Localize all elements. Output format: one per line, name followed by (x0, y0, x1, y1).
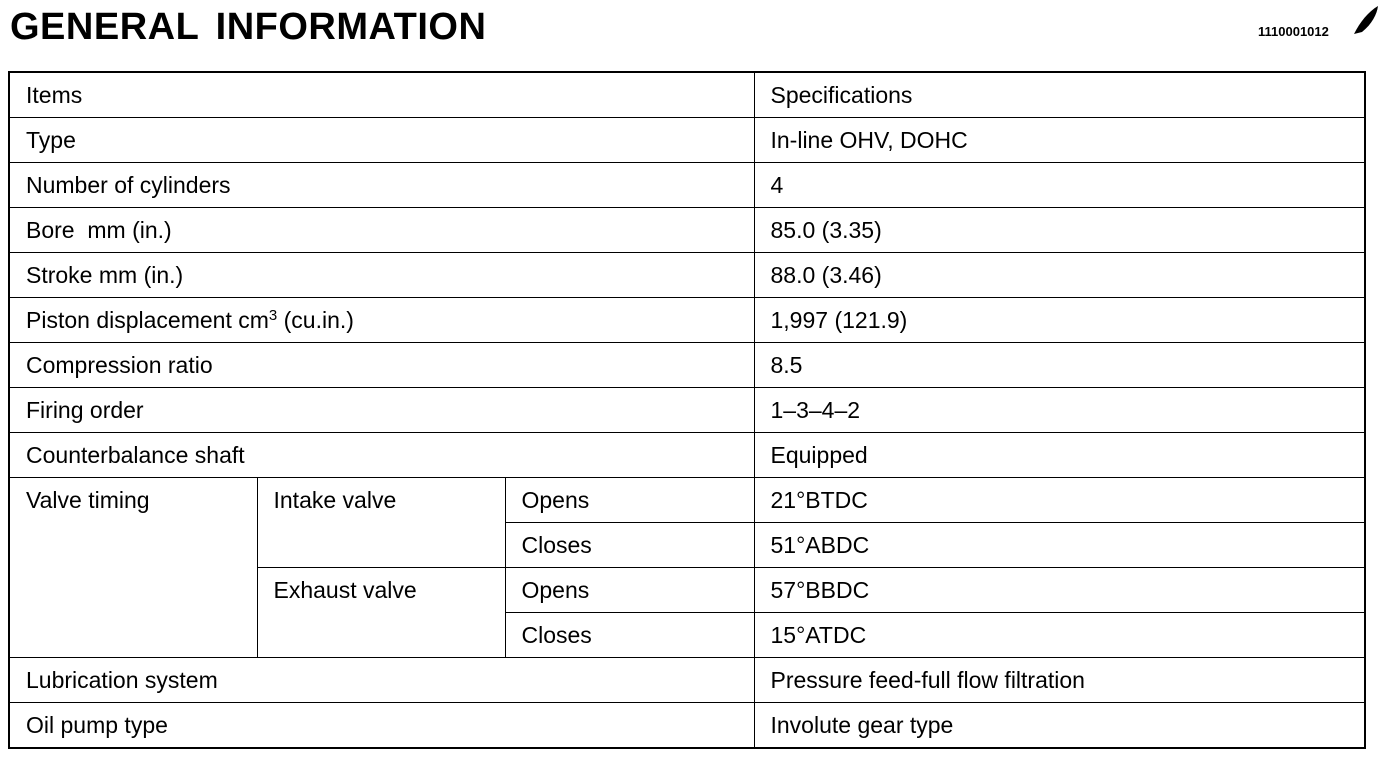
table-row (9, 253, 1365, 298)
general-information-table (8, 71, 1366, 749)
table-row (9, 703, 1365, 749)
table-row (9, 208, 1365, 253)
item-cell: Bore mm (in.) (9, 208, 754, 253)
table-row (9, 118, 1365, 163)
item-text: (cu.in.) (277, 307, 354, 333)
exhaust-closes-value: 15°ATDC (754, 613, 1365, 658)
document-number: 1110001012 (1258, 24, 1329, 39)
column-header-items: Items (9, 72, 754, 118)
table-row (9, 163, 1365, 208)
spec-cell: Pressure feed-full flow filtration (754, 658, 1365, 703)
spec-cell: Involute gear type (754, 703, 1365, 749)
page-corner-mark-icon (1350, 4, 1380, 38)
column-header-specifications: Specifications (754, 72, 1365, 118)
spec-cell: 85.0 (3.35) (754, 208, 1365, 253)
intake-closes-value: 51°ABDC (754, 523, 1365, 568)
exhaust-opens-value: 57°BBDC (754, 568, 1365, 613)
table-row (9, 478, 1365, 523)
table-row (9, 388, 1365, 433)
intake-opens-value: 21°BTDC (754, 478, 1365, 523)
item-cell: Compression ratio (9, 343, 754, 388)
valve-timing-label: Valve timing (9, 478, 257, 658)
spec-cell: Equipped (754, 433, 1365, 478)
spec-cell: 4 (754, 163, 1365, 208)
intake-valve-label: Intake valve (257, 478, 505, 568)
spec-cell: In-line OHV, DOHC (754, 118, 1365, 163)
spec-cell: 8.5 (754, 343, 1365, 388)
spec-cell: 1–3–4–2 (754, 388, 1365, 433)
item-cell: Oil pump type (9, 703, 754, 749)
spec-cell: 1,997 (121.9) (754, 298, 1365, 343)
table-row (9, 343, 1365, 388)
item-cell (9, 298, 754, 343)
spec-cell: 88.0 (3.46) (754, 253, 1365, 298)
intake-closes-label: Closes (505, 523, 754, 568)
table-row (9, 658, 1365, 703)
table-header-row (9, 72, 1365, 118)
intake-opens-label: Opens (505, 478, 754, 523)
item-cell: Stroke mm (in.) (9, 253, 754, 298)
item-cell: Number of cylinders (9, 163, 754, 208)
item-cell: Type (9, 118, 754, 163)
item-cell: Lubrication system (9, 658, 754, 703)
item-text: Piston displacement cm (26, 307, 269, 333)
exhaust-opens-label: Opens (505, 568, 754, 613)
item-cell: Firing order (9, 388, 754, 433)
exhaust-valve-label: Exhaust valve (257, 568, 505, 658)
table-row (9, 298, 1365, 343)
exhaust-closes-label: Closes (505, 613, 754, 658)
item-cell: Counterbalance shaft (9, 433, 754, 478)
superscript: 3 (268, 307, 278, 324)
page-title: GENERAL INFORMATION (10, 6, 487, 48)
table-row (9, 433, 1365, 478)
